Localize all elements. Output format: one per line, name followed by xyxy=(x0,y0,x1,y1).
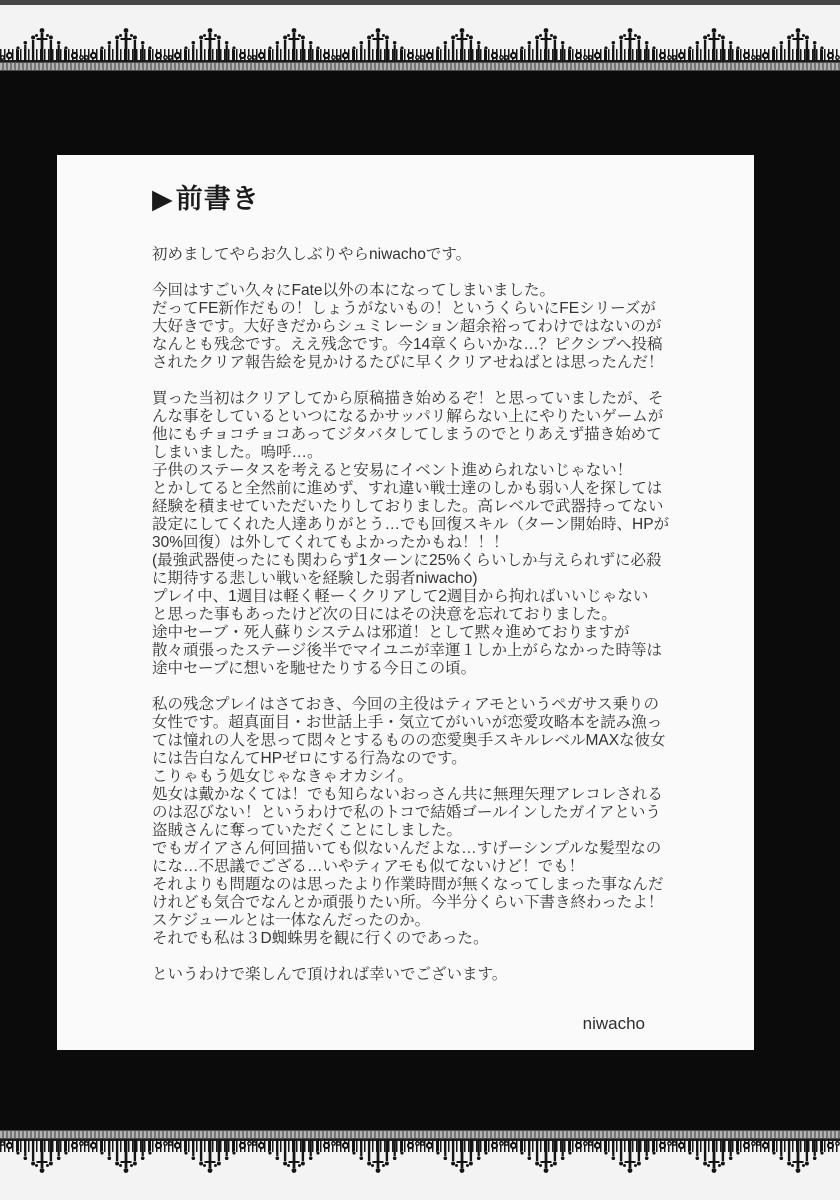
paragraph: というわけで楽しんで頂ければ幸いでございます。 xyxy=(152,966,508,983)
document-page xyxy=(57,155,754,1050)
lace-finial-icons xyxy=(0,1139,840,1175)
lace-border-top xyxy=(0,0,840,71)
author-signature: niwacho xyxy=(582,1014,645,1033)
foreword-paragraphs xyxy=(152,246,712,984)
paragraph: 私の残念プレイはさておき、今回の主役はティアモというペガサス乗りの 女性です。超真面目・お世話上手・気立てがいいが恋愛攻略本を読み漁っ ては憧れの人を思って悶々とするものの恋愛奥手スキルレベルMAXな彼女 には告白なんてHPゼロにする行為なのです。 こりゃもう処女じゃなきゃオカシイ。 処女は戴かなくては！でも知らないおっさん共に無理矢理アレコレされる のは忍びない！というわけで私のトコで結婚ゴールインしたガイアという 盗賊さんに奪っていただくことにしました。 でもガイアさん何回描いても似ないんだよな…すげーシンプルな髪型なの にな…不思議でござる…いやティアモも似てないけど！でも！ それよりも問題なのは思ったより作業時間が無くなってしまった事なんだ けれども気合でなんとか頑張りたい所。今半分くらい下書き終わったよ！ スケジュールとは一体なんだったのか。 それでも私は３D蜘蛛男を観に行くのであった。 xyxy=(152,696,666,947)
triangle-bullet-icon: ▶ xyxy=(152,184,174,214)
paragraph: 初めましてやらお久しぶりやらniwachoです。 xyxy=(152,246,472,263)
ribbon-band xyxy=(0,62,840,71)
paragraph: 今回はすごい久々にFate以外の本になってしまいました。 だってFE新作だもの！しょうがないもの！というくらいにFEシリーズが 大好きです。大好きだからシュミレーション超余裕ってわけではないのが なんとも残念です。ええ残念です。今14章くらいかな…？ピクシブへ投稿 されたクリア報告絵を見かけるたびに早くクリアせねばとは思ったんだ！ xyxy=(152,282,664,371)
paragraph: 買った当初はクリアしてから原稿描き始めるぞ！と思っていましたが、そ んな事をしているといつになるかサッパリ解らない上にやりたいゲームが 他にもチョコチョコあってジタバタしてしまうのでとりあえず描き始めて しまいました。嗚呼…。 子供のステータスを考えると安易にイベント進められないじゃない！ とかしてると全然前に進めず、すれ違い戦士達のしかも弱い人を探しては 経験を積ませていただいたりしておりました。高レベルで武器持ってない 設定にしてくれた人達ありがとう…でも回復スキル（ターン開始時、HPが 30%回復）は外してくれてもよかったかもね！！！ (最強武器使ったにも関わらず1ターンに25%くらいしか与えられずに必殺 に期待する悲しい戦いを経験した弱者niwacho) プレイ中、1週目は軽く軽ーくクリアして2週目から拘ればいいじゃない と思った事もあったけど次の日にはその決意を忘れておりました。 途中セーブ・死人蘇りシステムは邪道！として黙々進めておりますが 散々頑張ったステージ後半でマイユニが幸運１しか上がらなかった時等は 途中セーブに想いを馳せたりする今日この頃。 xyxy=(152,390,670,677)
page-title-text: 前書き xyxy=(175,184,260,214)
border-paper-strip xyxy=(0,1139,840,1200)
ribbon-band xyxy=(0,1130,840,1139)
border-paper-strip xyxy=(0,0,840,62)
page-title xyxy=(152,183,754,215)
lace-border-bottom xyxy=(0,1130,840,1200)
lace-ornament-row xyxy=(0,1139,840,1175)
lace-ornament-row xyxy=(0,26,840,62)
lace-finial-icons xyxy=(0,26,840,62)
